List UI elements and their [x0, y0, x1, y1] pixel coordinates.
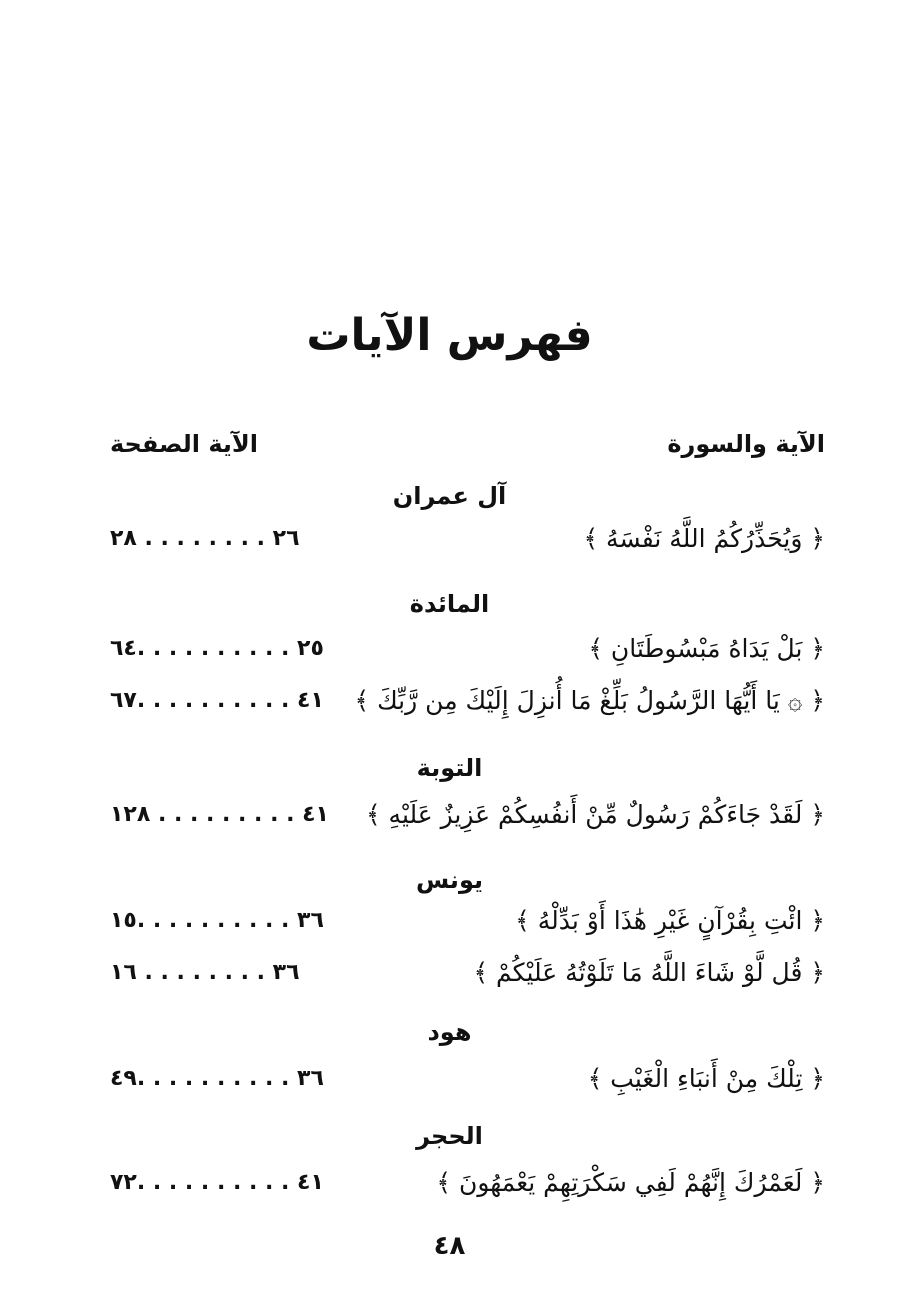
- page-number: ٤٨: [433, 1231, 466, 1261]
- verse-page-ref: ٣٦ . . . . . . . . . .٤٩: [110, 1066, 324, 1091]
- header-verse-page: الآية الصفحة: [110, 430, 259, 458]
- surah-heading: المائدة: [409, 590, 490, 618]
- verse-page-ref: ٤١ . . . . . . . . . ١٢٨: [110, 802, 329, 827]
- list-item: [110, 900, 825, 942]
- verse-text: ﴿ تِلْكَ مِنْ أَنبَاءِ الْغَيْبِ ﴾: [587, 1064, 825, 1093]
- verse-text: ﴿ لَقَدْ جَاءَكُمْ رَسُولٌ مِّنْ أَنفُسِكُمْ عَزِيزٌ عَلَيْهِ ﴾: [365, 800, 825, 829]
- verse-text: ﴿ ائْتِ بِقُرْآنٍ غَيْرِ هَٰذَا أَوْ بَدِّلْهُ ﴾: [515, 906, 825, 935]
- page-title: فهرس الآيات: [306, 310, 593, 361]
- verse-text: ﴿ بَلْ يَدَاهُ مَبْسُوطَتَانِ ﴾: [588, 634, 825, 663]
- list-item: [110, 952, 825, 994]
- list-item: [110, 680, 825, 722]
- verse-page-ref: ٢٦ . . . . . . . . ٢٨: [110, 526, 300, 551]
- verse-page-ref: ٤١ . . . . . . . . . .٦٧: [110, 688, 324, 713]
- verse-page-ref: ٣٦ . . . . . . . . ١٦: [110, 960, 300, 985]
- list-item: [110, 628, 825, 670]
- list-item: [110, 1058, 825, 1100]
- verse-text: ﴿ ۞ يَا أَيُّهَا الرَّسُولُ بَلِّغْ مَا أُنزِلَ إِلَيْكَ مِن رَّبِّكَ ﴾: [354, 686, 825, 715]
- header-verse-and-surah: الآية والسورة: [667, 430, 825, 458]
- list-item: [110, 794, 825, 836]
- verse-text: ﴿ وَيُحَذِّرُكُمُ اللَّهُ نَفْسَهُ ﴾: [583, 524, 825, 553]
- verse-page-ref: ٣٦ . . . . . . . . . .١٥: [110, 908, 324, 933]
- list-item: [110, 1162, 825, 1204]
- verse-page-ref: ٢٥ . . . . . . . . . .٦٤: [110, 636, 324, 661]
- verse-text: ﴿ قُل لَّوْ شَاءَ اللَّهُ مَا تَلَوْتُهُ عَلَيْكُمْ ﴾: [473, 958, 825, 987]
- surah-heading: هود: [427, 1018, 472, 1046]
- verse-page-ref: ٤١ . . . . . . . . . .٧٢: [110, 1170, 324, 1195]
- verse-text: ﴿ لَعَمْرُكَ إِنَّهُمْ لَفِي سَكْرَتِهِمْ يَعْمَهُونَ ﴾: [436, 1168, 825, 1197]
- surah-heading: يونس: [416, 866, 483, 894]
- surah-heading: التوبة: [416, 754, 483, 782]
- table-header: [110, 424, 825, 464]
- surah-heading: آل عمران: [392, 482, 507, 510]
- list-item: [110, 518, 825, 560]
- surah-heading: الحجر: [416, 1122, 483, 1150]
